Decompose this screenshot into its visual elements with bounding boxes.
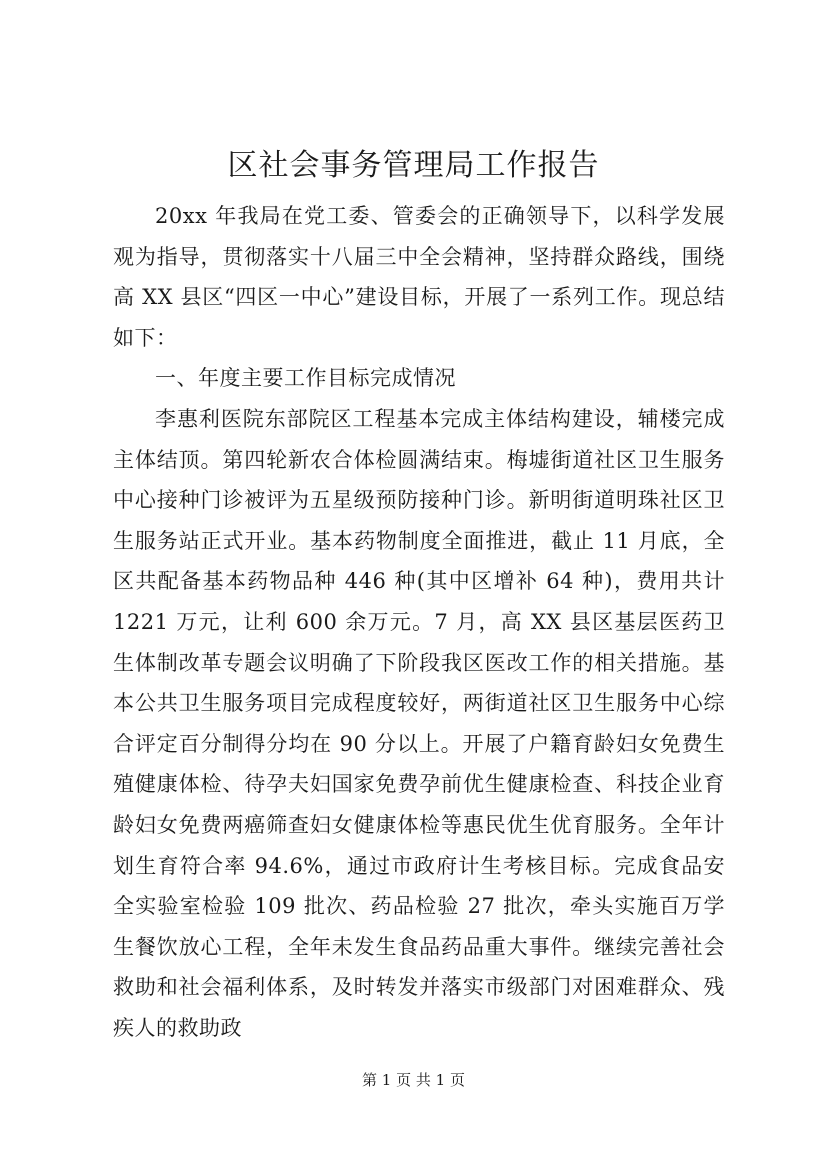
paragraph-achievements: 李惠利医院东部院区工程基本完成主体结构建设，辅楼完成主体结顶。第四轮新农合体检圆满结束。梅墟街道社区卫生服务中心接种门诊被评为五星级预防接种门诊。新明街道明珠社区卫生服务站正式开业。基本药物制度全面推进，截止 11 月底，全区共配备基本药物品种 446 种(其中区增补 64 种)，费用共计 1221 万元，让利 600 余万元。7 月，高 XX 县区基层医药卫生体制改革专题会议明确了下阶段我区医改工作的相关措施。基本公共卫生服务项目完成程度较好，两街道社区卫生服务中心综合评定百分制得分均在 90 分以上。开展了户籍育龄妇女免费生殖健康体检、待孕夫妇国家免费孕前优生健康检查、科技企业育龄妇女免费两癌筛查妇女健康体检等惠民优生优育服务。全年计划生育符合率 94.6%，通过市政府计生考核目标。完成食品安全实验室检验 109 批次、药品检验 27 批次，牵头实施百万学生餐饮放心工程，全年未发生食品药品重大事件。继续完善社会救助和社会福利体系，及时转发并落实市级部门对困难群众、残疾人的救助政 <box>113 406 725 1040</box>
paragraph-intro: 20xx 年我局在党工委、管委会的正确领导下，以科学发展观为指导，贯彻落实十八届三中全会精神，坚持群众路线，围绕高 XX 县区“四区一中心”建设目标，开展了一系列工作。现总结如下： <box>113 204 725 350</box>
section-heading: 一、年度主要工作目标完成情况 <box>155 366 456 391</box>
document-body <box>113 196 725 1048</box>
document-title: 区社会事务管理局工作报告 <box>227 148 600 183</box>
page-footer: 第 1 页 共 1 页 <box>362 1071 465 1089</box>
